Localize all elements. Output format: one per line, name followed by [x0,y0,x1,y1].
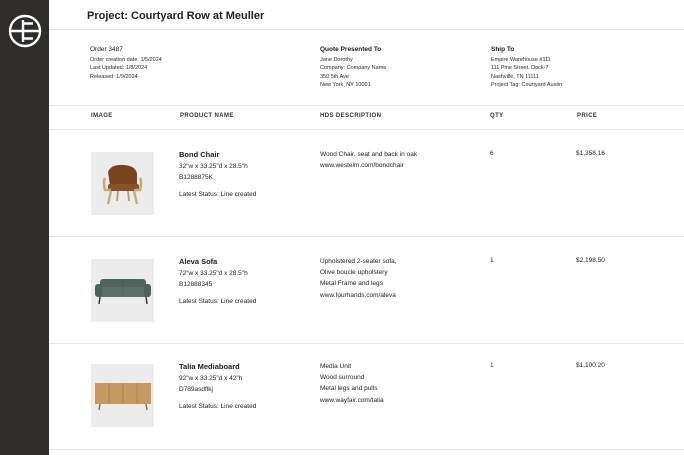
presented-to-company: Company: Company Name [320,65,387,72]
description-line: Metal Frame and legs [320,280,383,288]
product-status: Latest Status: Line created [179,298,257,305]
description-line: Wood surround [320,374,365,382]
column-header-price: PRICE [577,113,598,119]
product-qty: 1 [490,257,494,264]
column-header-qty: QTY [490,113,504,119]
table-row[interactable] [49,237,684,344]
product-status: Latest Status: Line created [179,191,257,198]
product-qty: 1 [490,362,494,369]
product-sku: B1288875K [179,174,213,181]
description-line: Upholstered 2-seater sofa, [320,258,397,265]
description-line: Media Unit [320,363,352,370]
table-row[interactable] [49,344,684,451]
product-name: Talia Mediaboard [179,362,240,371]
product-qty: 6 [490,150,494,157]
presented-to-street: 350 5th Ave [320,73,349,80]
description-link[interactable]: www.westelm.com/bondchair [320,162,404,170]
product-image [91,364,154,427]
chair-icon [91,152,154,215]
ship-to-heading: Ship To [491,46,515,53]
product-dimensions [179,373,242,395]
brand-logo-icon[interactable] [8,14,42,48]
ship-to [491,45,562,90]
order-last-updated: Last Updated: 1/8/2024 [90,65,148,72]
title-divider [49,29,684,30]
product-image [91,259,154,322]
order-released: Released: 1/9/2024 [90,73,138,80]
presented-to-city: New York, NY 10001 [320,82,371,89]
column-header-product: PRODUCT NAME [180,113,234,119]
product-description [320,361,384,406]
product-image [91,152,154,215]
product-description [320,149,417,171]
presented-to-heading: Quote Presented To [320,46,382,53]
mediaboard-icon [91,364,154,427]
order-creation-date: Order creation date: 1/5/2024 [90,56,162,63]
order-info [90,45,162,81]
product-dimensions [179,161,248,183]
sofa-icon [91,259,154,322]
product-price: $1,358.16 [576,150,605,157]
column-header-description: HDS DESCRIPTION [320,113,382,119]
presented-to-name: Jane Dorothy [320,56,353,63]
description-link[interactable]: www.wayfair.com/talia [320,396,384,404]
ship-to-city: Nashville, TN 11111 [491,73,539,80]
quote-document [49,0,684,455]
ship-to-project-tag: Project Tag: Courtyard Austin [491,82,563,89]
quote-presented-to [320,45,386,90]
product-status: Latest Status: Line created [179,403,257,410]
description-line: Metal legs and pulls [320,385,378,393]
ship-to-street: 111 Pine Street, Dock-7 [491,65,549,72]
column-header-image: IMAGE [91,113,113,119]
description-line: Wood Chair, seat and back in oak [320,151,418,158]
product-sku: B12888345 [179,281,213,288]
product-size: 32"w x 33.25"d x 28.5"h [179,163,248,170]
product-size: 72"w x 33.25"d x 28.5"h [179,270,248,277]
product-price: $1,100.20 [576,362,605,369]
header-divider [49,105,684,106]
table-row[interactable] [49,130,684,237]
product-name: Aleva Sofa [179,257,218,266]
product-description [320,256,397,301]
product-sku: D789asdflkj [179,386,213,393]
sidebar [0,0,49,455]
row-divider [49,449,684,450]
product-size: 92"w x 33.25"d x 42"h [179,375,243,382]
page-title: Project: Courtyard Row at Meuller [87,10,265,22]
ship-to-warehouse: Empire Warehouse #111 [491,56,551,63]
description-link[interactable]: www.fourhands.com/aleva [320,291,396,299]
product-name: Bond Chair [179,150,220,159]
product-price: $2,198.50 [576,257,605,264]
product-dimensions [179,268,248,290]
order-number: Order 3487 [90,46,123,53]
description-line: Olive boucle upholstery [320,269,388,277]
